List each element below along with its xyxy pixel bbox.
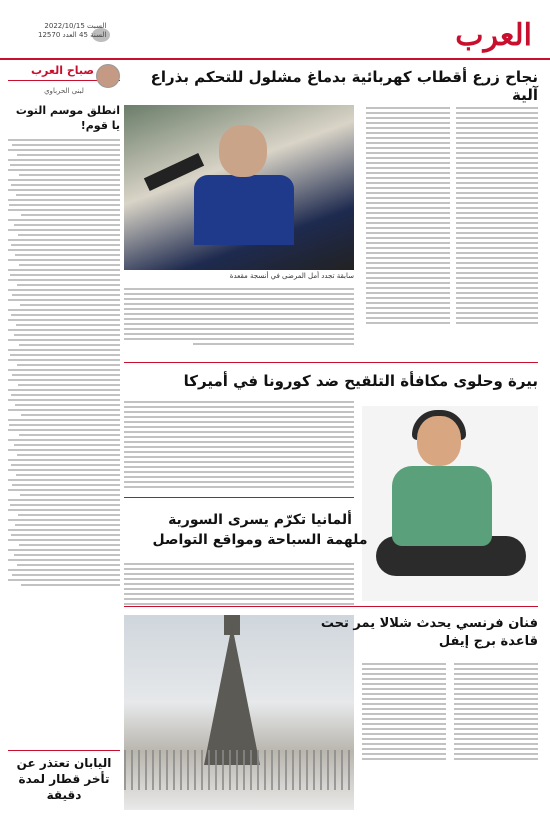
issue-number: السنة 45 العدد 12570 — [38, 31, 107, 39]
story1-body-col1 — [456, 104, 538, 327]
story1-photo — [124, 105, 354, 270]
story1-caption: سابقة تجدد أمل المرضى في أنسجة مقعدة — [229, 272, 354, 280]
story1-headline: نجاح زرع أقطاب كهربائية بدماغ مشلول للتحكم بذراع آلية — [150, 68, 538, 104]
story4-body-col2 — [362, 660, 446, 763]
masthead — [0, 0, 550, 60]
column-title: انطلق موسم التوت يا قوم! — [15, 104, 120, 132]
column-header: صباح العرب — [8, 64, 120, 81]
side-story-japan — [8, 750, 120, 803]
author-avatar — [96, 64, 120, 88]
story2-headline: بيرة وحلوى مكافأة التلقيح ضد كورونا في أميركا — [183, 372, 538, 390]
issue-date: السبت 2022/10/15 — [44, 22, 107, 30]
story3-headline: ألمانيا تكرّم يسرى السورية ملهمة السباحة ومواقع التواصل — [152, 512, 368, 548]
divider — [124, 606, 538, 607]
story2-photo — [362, 406, 538, 601]
story1-body-under — [124, 285, 354, 348]
story1-body-col2 — [366, 104, 450, 327]
column-author: لبنى الحرباوي — [44, 87, 84, 95]
opinion-column — [8, 64, 120, 746]
divider — [124, 497, 354, 498]
story2-body — [124, 398, 354, 491]
divider — [124, 362, 538, 363]
newspaper-logo: العرب — [455, 18, 532, 53]
story4-body-col1 — [454, 660, 538, 763]
story4-headline: فنان فرنسي يحدث شلالا يمر تحت قاعدة برج إيفل — [320, 616, 538, 649]
side-story-title: اليابان تعتذر عن تأخر قطار لمدة دقيقة — [16, 756, 112, 802]
story3-body — [124, 560, 354, 608]
issue-info — [38, 22, 106, 40]
column-body — [8, 139, 120, 586]
